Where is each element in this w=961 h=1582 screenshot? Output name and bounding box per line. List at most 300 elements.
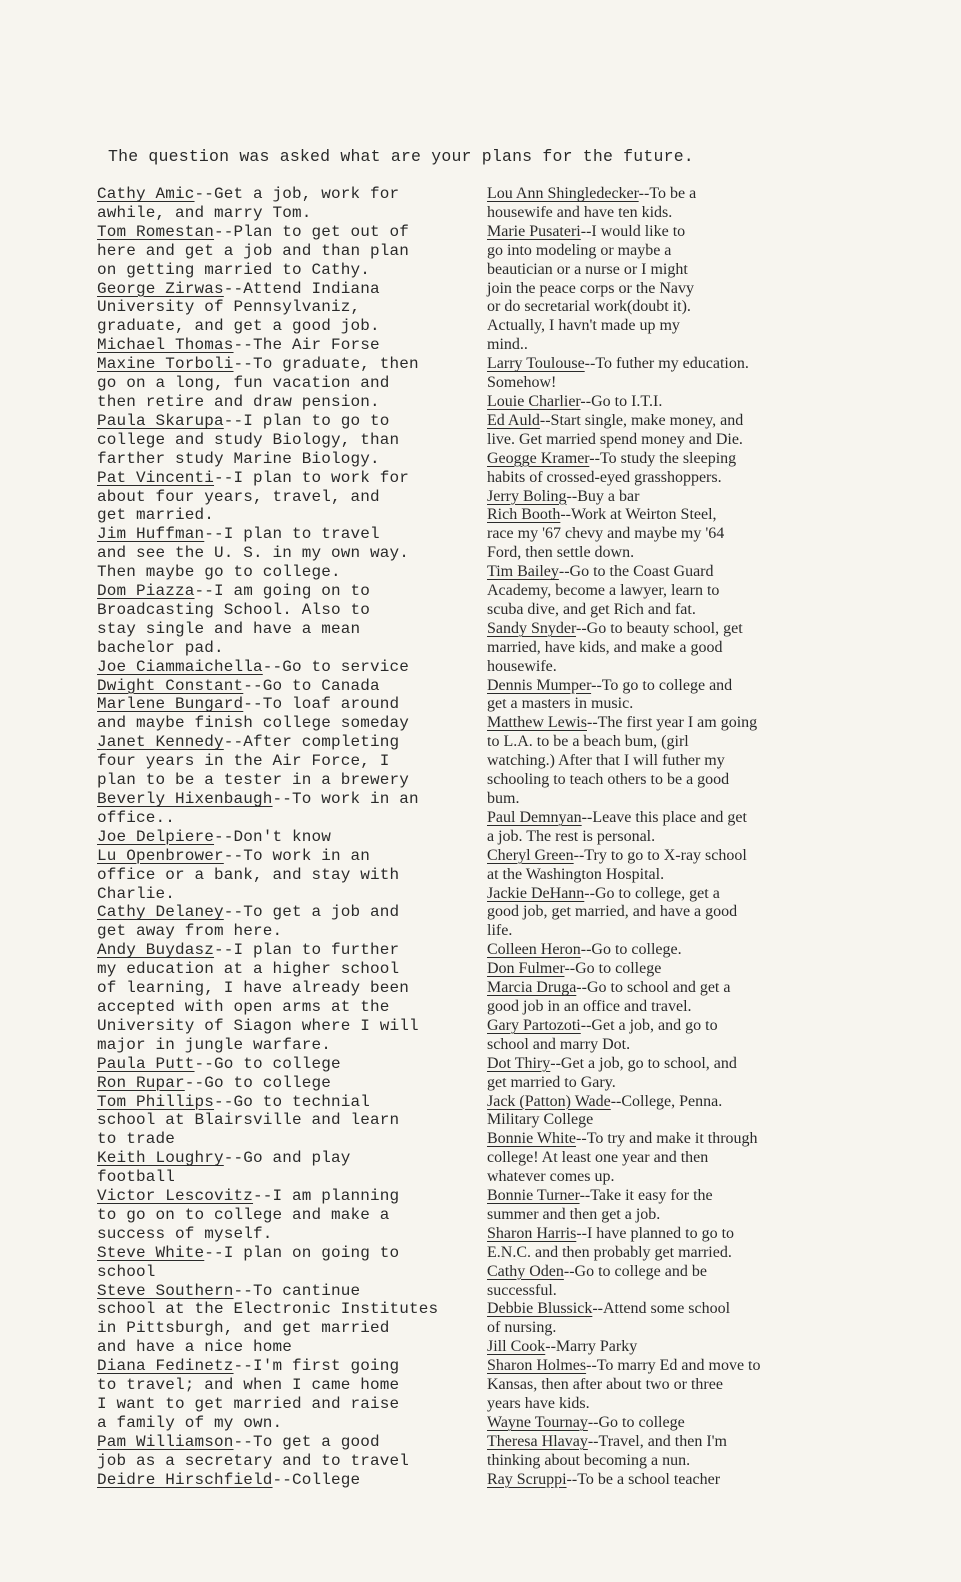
entry-line (97, 1357, 482, 1376)
plan-text: --After completing (223, 733, 400, 752)
entry-line (487, 960, 867, 979)
plan-text: --Attend some school (592, 1300, 731, 1318)
student-name: Jill Cook (487, 1338, 546, 1356)
entry-line (487, 355, 867, 374)
student-name: Gary Partozoti (487, 1016, 581, 1034)
entry-line: to go on to college and make a (97, 1205, 390, 1224)
plan-entry (97, 1357, 482, 1433)
entry-line: years have kids. (487, 1395, 590, 1412)
plan-entry (97, 1149, 482, 1187)
plan-text: --Work at Weirton Steel, (560, 506, 717, 524)
student-name: Cathy Oden (487, 1262, 564, 1280)
plan-text: --To loaf around (243, 695, 400, 714)
entry-line: accepted with open arms at the (97, 997, 390, 1016)
entry-line (487, 809, 867, 828)
entry-line (97, 828, 482, 847)
student-name: Maxine Torboli (97, 355, 234, 374)
plan-text: --I plan to go to (223, 411, 390, 430)
plan-entry (97, 695, 482, 733)
student-name: Jackie DeHann (487, 884, 585, 902)
plan-text: --Go to college (564, 960, 662, 978)
entry-line (487, 1055, 867, 1074)
student-name: Cathy Amic (97, 185, 195, 203)
entry-line: summer and then get a job. (487, 1205, 661, 1223)
entry-line: bachelor pad. (97, 638, 224, 657)
entry-line (97, 790, 482, 809)
entry-line: school at the Electronic Institutes (97, 1300, 439, 1319)
plan-text: --I am going on to (194, 582, 371, 601)
plan-text: --Go to service (262, 657, 410, 676)
entry-line: housewife and have ten kids. (487, 203, 673, 221)
plan-text: --Go to Canada (243, 676, 380, 695)
student-name: Paula Skarupa (97, 411, 224, 430)
plan-entry (487, 355, 867, 393)
entry-line (487, 1433, 867, 1452)
entry-line: awhile, and marry Tom. (97, 203, 312, 222)
plan-text: --Go to school and get a (576, 979, 731, 997)
plan-entry (487, 223, 867, 355)
student-name: Diana Fedinetz (97, 1357, 234, 1376)
entry-line (97, 223, 482, 242)
plan-entry (97, 355, 482, 412)
student-name: Andy Buydasz (97, 941, 215, 960)
entry-line: race my '67 chevy and maybe my '64 (487, 525, 725, 543)
entry-line (97, 1074, 482, 1093)
plan-entry (97, 469, 482, 526)
plan-text: --Go to college and be (563, 1262, 707, 1280)
entry-line: office.. (97, 808, 176, 827)
entry-line: Charlie. (97, 884, 176, 903)
student-name: Ed Auld (487, 411, 540, 429)
entry-line: graduate, and get a good job. (97, 317, 380, 336)
plan-entry (487, 1471, 867, 1490)
student-name: Marcia Druga (487, 979, 577, 997)
plan-entry (487, 1263, 867, 1301)
student-name: Debbie Blussick (487, 1300, 593, 1318)
student-name: Marie Pusateri (487, 222, 581, 240)
plan-text: --Go to I.T.I. (580, 392, 663, 410)
student-name: Ron Rupar (97, 1073, 185, 1092)
entry-line (487, 488, 867, 507)
entry-line: University of Siagon where I will (97, 1016, 419, 1035)
plan-text: --To get a job and (223, 903, 400, 922)
entry-line (487, 393, 867, 412)
plan-text: --Go to college. (580, 941, 682, 959)
plan-entry (97, 847, 482, 904)
plan-text: --Take it easy for the (579, 1187, 713, 1205)
entry-line: watching.) After that I will futher my (487, 752, 725, 770)
entry-line (97, 1471, 482, 1490)
entry-line (97, 1433, 482, 1452)
plan-text: --I plan on going to (204, 1243, 400, 1262)
entry-line: beautician or a nurse or I might (487, 260, 688, 278)
plan-entry (97, 733, 482, 790)
plan-text: --Get a job, and go to (580, 1016, 718, 1034)
plan-text: --I'm first going (233, 1357, 400, 1376)
entry-line: success of myself. (97, 1224, 273, 1243)
plan-entry (97, 1187, 482, 1244)
plan-entry (97, 525, 482, 582)
entry-line (487, 1263, 867, 1282)
entry-line: Broadcasting School. Also to (97, 600, 371, 619)
entry-line: and maybe finish college someday (97, 714, 410, 733)
student-name: Lu Openbrower (97, 846, 224, 865)
student-name: Geogge Kramer (487, 449, 590, 467)
entry-line: to trade (97, 1130, 176, 1149)
entry-line: Actually, I havn't made up my (487, 317, 680, 335)
plan-text: --I am planning (253, 1187, 400, 1206)
plan-text: --Go to college (587, 1413, 685, 1431)
plan-entry (97, 1093, 482, 1150)
plan-text: --Go to technial (214, 1092, 371, 1111)
entry-line: and see the U. S. in my own way. (97, 544, 410, 563)
entry-line: and have a nice home (97, 1338, 293, 1357)
plan-text: --Marry Parky (545, 1338, 638, 1356)
plan-text: --College, Penna. (610, 1092, 723, 1110)
plan-text: --To go to college and (591, 676, 733, 694)
entry-line: school at Blairsville and learn (97, 1111, 400, 1130)
plan-entry (487, 979, 867, 1017)
student-name: Don Fulmer (487, 960, 565, 978)
entry-line: good job, get married, and have a good (487, 903, 738, 921)
student-name: Pat Vincenti (97, 468, 215, 487)
student-name: Marlene Bungard (97, 695, 244, 714)
student-name: Beverly Hixenbaugh (97, 790, 273, 808)
student-name: Deidre Hirschfield (97, 1470, 273, 1489)
plan-entry (97, 412, 482, 469)
student-name: Dennis Mumper (487, 676, 592, 694)
entry-line: Somehow! (487, 374, 557, 392)
student-name: Janet Kennedy (97, 733, 224, 752)
entry-line: plan to be a tester in a brewery (97, 771, 410, 790)
entry-line (487, 1187, 867, 1206)
plan-text: --I have planned to go to (576, 1224, 735, 1242)
plan-text: --I plan to work for (214, 468, 410, 487)
entry-line: my education at a higher school (97, 960, 400, 979)
entry-line: live. Get married spend money and Die. (487, 430, 743, 448)
entry-line: about four years, travel, and (97, 487, 380, 506)
left-column (97, 185, 482, 1490)
plan-entry (97, 790, 482, 828)
plan-text: --To get a good (233, 1432, 380, 1451)
student-name: Cheryl Green (487, 846, 574, 864)
plan-entry (487, 1130, 867, 1187)
student-name: Matthew Lewis (487, 714, 587, 732)
entry-line: E.N.C. and then probably get married. (487, 1243, 732, 1261)
student-name: Michael Thomas (97, 336, 234, 355)
entry-line: thinking about becoming a nun. (487, 1451, 691, 1469)
entry-line: football (97, 1168, 176, 1187)
entry-line (487, 450, 867, 469)
student-name: Bonnie White (487, 1130, 577, 1148)
plan-entry (487, 1300, 867, 1338)
entry-line (487, 563, 867, 582)
entry-line: good job in an office and travel. (487, 997, 692, 1015)
plan-entry (487, 1017, 867, 1055)
plan-entry (487, 620, 867, 677)
plan-entry (97, 582, 482, 658)
student-name: Dom Piazza (97, 582, 195, 601)
entry-line: join the peace corps or the Navy (487, 279, 695, 297)
plan-entry (487, 393, 867, 412)
student-name: Colleen Heron (487, 941, 581, 959)
entry-line (487, 677, 867, 696)
plan-entry (487, 450, 867, 488)
entry-line: University of Pennsylvaniz, (97, 298, 361, 317)
plan-text: --To graduate, then (233, 355, 419, 374)
entry-line: Military College (487, 1111, 594, 1129)
plan-entry (97, 185, 482, 223)
entry-line (487, 185, 867, 204)
plan-entry (487, 847, 867, 885)
entry-line (97, 280, 482, 299)
plan-entry (97, 280, 482, 337)
plan-text: --To be a school teacher (566, 1470, 721, 1488)
entry-line (97, 1055, 482, 1074)
entry-line: of learning, I have already been (97, 979, 410, 998)
entry-line: habits of crossed-eyed grasshoppers. (487, 468, 722, 486)
plan-entry (487, 714, 867, 809)
plan-entry (97, 1244, 482, 1282)
entry-line (97, 355, 482, 374)
student-name: Tom Phillips (97, 1092, 215, 1111)
entry-line: mind.. (487, 336, 528, 354)
plan-text: --Go and play (223, 1149, 351, 1168)
entry-line (487, 223, 867, 242)
plan-text: --To work in an (223, 846, 371, 865)
plan-text: --To cantinue (233, 1281, 361, 1300)
student-name: Theresa Hlavay (487, 1432, 588, 1450)
plan-entry (487, 677, 867, 715)
plan-text: --To study the sleeping (589, 449, 737, 467)
entry-line: college! At least one year and then (487, 1149, 709, 1167)
plan-text: --I would like to (580, 222, 686, 240)
plan-text: --To be a (638, 185, 697, 202)
entry-line (487, 1093, 867, 1112)
plan-entry (487, 412, 867, 450)
plan-entry (487, 1338, 867, 1357)
entry-line (97, 412, 482, 431)
entry-line: school (97, 1262, 156, 1281)
plan-text: --Attend Indiana (223, 279, 380, 298)
plan-entry (487, 1187, 867, 1225)
entry-line (487, 979, 867, 998)
entry-line: at the Washington Hospital. (487, 865, 665, 883)
plan-entry (487, 1414, 867, 1433)
entry-line: bum. (487, 790, 520, 807)
plan-text: --To marry Ed and move to (586, 1357, 761, 1375)
plan-text: --The first year I am going (586, 714, 758, 732)
plan-entry (487, 960, 867, 979)
student-name: Pam Williamson (97, 1432, 234, 1451)
entry-line: major in jungle warfare. (97, 1035, 332, 1054)
entry-line (487, 1017, 867, 1036)
entry-line (487, 847, 867, 866)
entry-line (97, 1282, 482, 1301)
student-name: Dwight Constant (97, 676, 244, 695)
entry-line: to L.A. to be a beach bum, (girl (487, 733, 689, 751)
plan-entry (487, 1357, 867, 1414)
student-name: Louie Charlier (487, 392, 581, 410)
entry-line (97, 1187, 482, 1206)
student-name: Wayne Tournay (487, 1413, 588, 1431)
plan-text: --Get a job, go to school, and (550, 1054, 737, 1072)
student-name: Tim Bailey (487, 563, 559, 581)
entry-line: office or a bank, and stay with (97, 865, 400, 884)
entry-line (487, 1130, 867, 1149)
student-name: Paula Putt (97, 1054, 195, 1073)
entry-line: I want to get married and raise (97, 1395, 400, 1413)
plan-entry (97, 903, 482, 941)
entry-line: scuba dive, and get Rich and fat. (487, 600, 696, 618)
entry-line: a family of my own. (97, 1413, 283, 1432)
page-heading: The question was asked what are your plans for the future. (108, 147, 694, 166)
plan-text: --I plan to travel (204, 525, 380, 544)
entry-line (487, 1357, 867, 1376)
entry-line: Kansas, then after about two or three (487, 1376, 723, 1394)
plan-entry (487, 1225, 867, 1263)
entry-line: go into modeling or maybe a (487, 241, 672, 259)
plan-text: --Go to college (184, 1073, 332, 1092)
plan-entry (487, 809, 867, 847)
entry-line: Then maybe go to college. (97, 563, 341, 582)
plan-text: --College (272, 1470, 361, 1489)
entry-line (97, 677, 482, 696)
student-name: Cathy Delaney (97, 903, 224, 922)
entry-line (97, 658, 482, 677)
entry-line: schooling to teach others to be a good (487, 771, 730, 789)
plan-entry (487, 885, 867, 942)
entry-line (487, 885, 867, 904)
plan-entry (487, 1093, 867, 1131)
student-name: Ray Scruppi (487, 1470, 567, 1488)
student-name: Keith Loughry (97, 1149, 224, 1168)
student-name: Rich Booth (487, 506, 561, 524)
plan-text: --To try and make it through (576, 1130, 758, 1148)
entry-line (97, 582, 482, 601)
entry-line (487, 1300, 867, 1319)
entry-line (97, 1093, 482, 1112)
plan-text: --Plan to get out of (214, 222, 410, 241)
entry-line (487, 620, 867, 639)
entry-line: four years in the Air Force, I (97, 752, 390, 771)
entry-line (97, 847, 482, 866)
entry-line: get married to Gary. (487, 1073, 616, 1091)
entry-line: then retire and draw pension. (97, 392, 380, 411)
entry-line (487, 1225, 867, 1244)
student-name: Sandy Snyder (487, 619, 577, 637)
student-name: Victor Lescovitz (97, 1187, 254, 1206)
plan-entry (487, 1055, 867, 1093)
plan-entry (97, 1433, 482, 1471)
entry-line (97, 469, 482, 488)
plan-entry (97, 1055, 482, 1074)
student-name: Larry Toulouse (487, 355, 585, 373)
plan-text: --Buy a bar (566, 487, 640, 505)
entry-line (97, 1244, 482, 1263)
entry-line (487, 1338, 867, 1357)
plan-entry (487, 185, 867, 223)
plan-entry (97, 658, 482, 677)
plan-text: --Go to college (194, 1054, 341, 1073)
entry-line: whatever comes up. (487, 1168, 615, 1186)
plan-text: --Go to the Coast Guard (558, 563, 714, 581)
plan-entry (487, 563, 867, 620)
entry-line: go on a long, fun vacation and (97, 374, 390, 393)
plan-entry (97, 677, 482, 696)
entry-line: farther study Marine Biology. (97, 449, 380, 468)
entry-line: housewife. (487, 657, 557, 675)
plan-text: --Leave this place and get (581, 808, 747, 826)
entry-line (97, 185, 482, 204)
entry-line (97, 941, 482, 960)
entry-line: here and get a job and than plan (97, 241, 410, 260)
entry-line: get married. (97, 506, 215, 525)
entry-line: stay single and have a mean (97, 619, 361, 638)
entry-line (97, 1149, 482, 1168)
student-name: Tom Romestan (97, 222, 215, 241)
entry-line: or do secretarial work(doubt it). (487, 298, 691, 316)
student-name: Paul Demnyan (487, 808, 582, 826)
student-name: Jerry Boling (487, 487, 567, 505)
student-name: Joe Ciammaichella (97, 657, 263, 676)
entry-line (487, 506, 867, 525)
plan-text: --I plan to further (214, 941, 400, 960)
entry-line: get away from here. (97, 922, 283, 941)
plan-entry (97, 1471, 482, 1490)
entry-line (97, 525, 482, 544)
entry-line (487, 1471, 867, 1490)
entry-line (97, 336, 482, 355)
plan-text: --Go to beauty school, get (576, 619, 743, 637)
student-name: Joe Delpiere (97, 827, 215, 846)
plan-entry (97, 336, 482, 355)
student-name: Steve Southern (97, 1281, 234, 1300)
plan-text: --Start single, make money, and (539, 411, 744, 429)
entry-line: life. (487, 922, 513, 940)
student-name: Sharon Holmes (487, 1357, 587, 1375)
entry-line: a job. The rest is personal. (487, 827, 656, 845)
entry-line (97, 695, 482, 714)
plan-text: --The Air Forse (233, 336, 380, 355)
plan-text: --Travel, and then I'm (587, 1432, 727, 1450)
student-name: Steve White (97, 1243, 205, 1262)
entry-line (97, 733, 482, 752)
entry-line: Ford, then settle down. (487, 544, 635, 562)
student-name: Lou Ann Shingledecker (487, 185, 639, 202)
entry-line (97, 903, 482, 922)
plan-entry (487, 488, 867, 507)
plan-entry (97, 223, 482, 280)
entry-line: school and marry Dot. (487, 1035, 631, 1053)
entry-line: of nursing. (487, 1319, 557, 1337)
student-name: Jim Huffman (97, 525, 205, 544)
plan-text: --Don't know (214, 827, 332, 846)
plan-text: --Get a job, work for (194, 185, 400, 203)
plan-entry (487, 1433, 867, 1471)
plan-text: --To futher my education. (584, 355, 749, 373)
entry-line (487, 1414, 867, 1433)
entry-line (487, 941, 867, 960)
student-name: George Zirwas (97, 279, 224, 298)
entry-line (487, 714, 867, 733)
student-name: Bonnie Turner (487, 1187, 580, 1205)
plan-text: --To work in an (272, 790, 419, 808)
entry-line: to travel; and when I came home (97, 1376, 400, 1395)
student-name: Dot Thiry (487, 1054, 551, 1072)
plan-entry (97, 1074, 482, 1093)
plan-text: --Try to go to X-ray school (573, 846, 747, 864)
